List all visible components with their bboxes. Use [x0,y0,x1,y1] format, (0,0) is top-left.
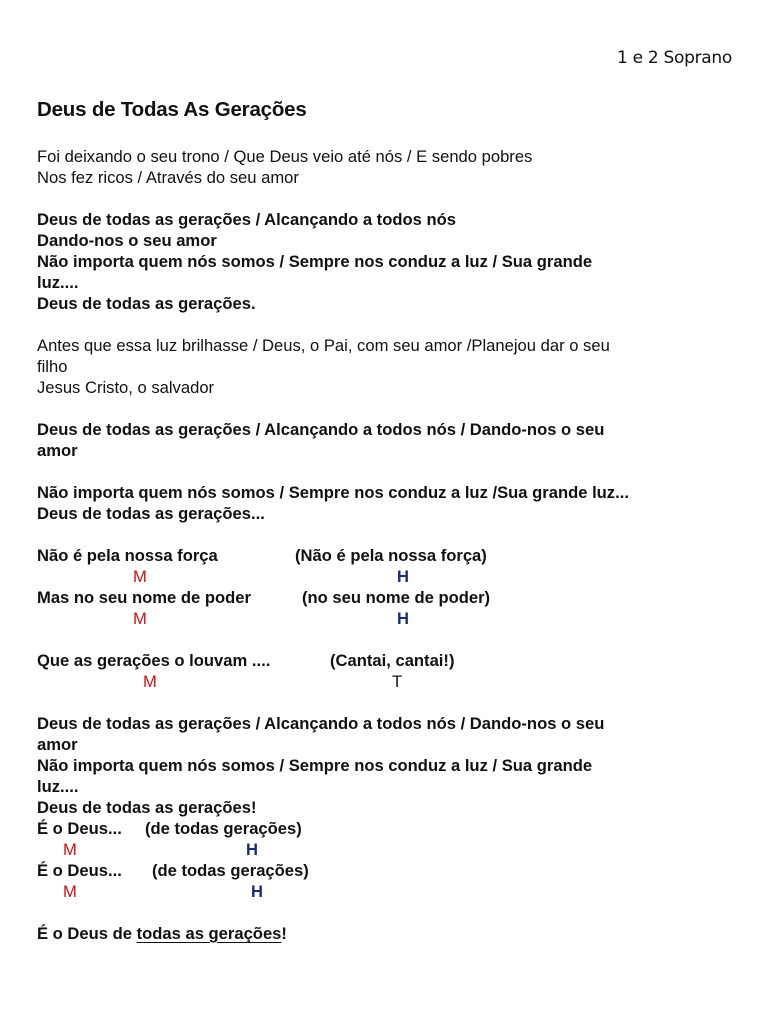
lyric-line: Dando-nos o seu amor [37,231,217,250]
lyric-line: Foi deixando o seu trono / Que Deus veio até nós / E sendo pobres [37,147,533,166]
bridge-line-2 [37,587,737,608]
lyric-line: Deus de todas as gerações / Alcançando a todos nós / Dando-nos o seu [37,714,605,733]
lyric-line: amor [37,441,78,460]
lyric-line: Não importa quem nós somos / Sempre nos conduz a luz / Sua grande [37,252,593,271]
chorus-1 [37,209,737,314]
lyric-line: Não importa quem nós somos / Sempre nos conduz a luz / Sua grande [37,756,593,775]
marker-h: H [251,882,263,901]
lyric-line: amor [37,735,78,754]
lyric-line: luz.... [37,273,79,292]
ending-line-1 [37,818,737,839]
voice-markers [37,671,737,692]
marker-m: M [133,567,147,586]
praise [37,650,737,692]
lyric-echo: (de todas gerações) [145,819,302,838]
marker-h: H [397,609,409,628]
verse-1 [37,146,737,188]
lyric-main: É o Deus... [37,861,122,880]
voice-markers [37,881,737,902]
lyric-line: luz.... [37,777,79,796]
voice-markers [37,839,737,860]
lyric-line: Deus de todas as gerações! [37,798,257,817]
marker-h: H [246,840,258,859]
ending [37,818,737,902]
lyric-main: Não é pela nossa força [37,546,218,565]
marker-m: M [63,882,77,901]
lyric-line: Deus de todas as gerações. [37,294,256,313]
verse-2 [37,335,737,398]
final-underlined: todas as gerações [136,924,282,943]
chorus-3 [37,482,737,524]
bridge [37,545,737,629]
lyric-line: Nos fez ricos / Através do seu amor [37,168,299,187]
final-suffix: ! [281,924,287,943]
lyric-line: Deus de todas as gerações / Alcançando a todos nós / Dando-nos o seu [37,420,605,439]
praise-line [37,650,737,671]
marker-m: M [143,672,157,691]
lyric-echo: (no seu nome de poder) [302,588,491,607]
lyric-main: Que as gerações o louvam .... [37,651,271,670]
lyrics-body [37,146,737,965]
lyric-line: Jesus Cristo, o salvador [37,378,215,397]
lyric-line: Não importa quem nós somos / Sempre nos conduz a luz /Sua grande luz... [37,483,629,502]
voice-markers [37,566,737,587]
lyric-echo: (Não é pela nossa força) [295,546,487,565]
lyric-echo: (Cantai, cantai!) [330,651,455,670]
final-line [37,923,737,944]
final-lyric [37,923,737,944]
ending-line-2 [37,860,737,881]
song-title: Deus de Todas As Gerações [37,98,307,121]
marker-m: M [133,609,147,628]
final-prefix: É o Deus de [37,924,137,943]
marker-t: T [392,672,403,691]
voice-markers [37,608,737,629]
chorus-2 [37,419,737,461]
lyric-line: Deus de todas as gerações... [37,504,265,523]
lyric-main: Mas no seu nome de poder [37,588,251,607]
lyric-line: Deus de todas as gerações / Alcançando a todos nós [37,210,456,229]
marker-m: M [63,840,77,859]
voice-part-label: 1 e 2 Soprano [617,48,732,68]
bridge-line-1 [37,545,737,566]
lyric-echo: (de todas gerações) [152,861,309,880]
lyric-main: É o Deus... [37,819,122,838]
marker-h: H [397,567,409,586]
lyric-line: Antes que essa luz brilhasse / Deus, o Pai, com seu amor /Planejou dar o seu [37,336,610,355]
lyric-line: filho [37,357,68,376]
chorus-4 [37,713,737,818]
